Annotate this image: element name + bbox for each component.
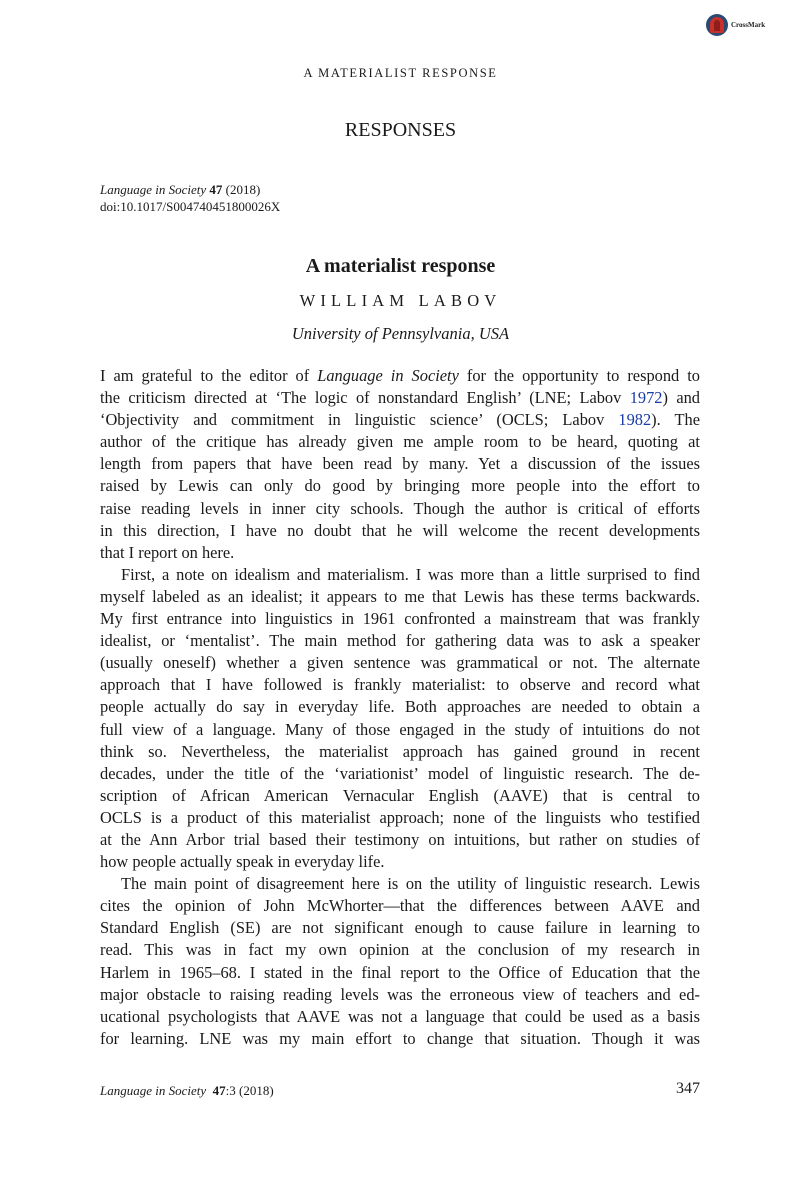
journal-name-inline: Language in Society <box>317 366 459 385</box>
footer-issue-year: :3 (2018) <box>225 1083 274 1098</box>
journal-volume: 47 <box>209 182 223 197</box>
text-line: read. This was in fact my own opinion at the conclusion of my research in <box>100 940 700 960</box>
text-line: how people actually speak in everyday life. <box>100 852 385 872</box>
text-line: the criticism directed at ‘The logic of nonstandard English’ (LNE; Labov 1972) and <box>100 388 700 408</box>
footer-volume: 47 <box>212 1083 226 1098</box>
doi: doi:10.1017/S004740451800026X <box>100 199 281 214</box>
page-number: 347 <box>676 1080 700 1097</box>
text-line: scription of African American Vernacular English (AAVE) that is central to <box>100 785 700 805</box>
text-line: Harlem in 1965–68. I stated in the final report to the Office of Education that the <box>100 962 700 982</box>
text-line: decades, under the title of the ‘variationist’ model of linguistic research. The de- <box>100 763 700 783</box>
crossmark-badge[interactable] <box>706 14 765 36</box>
paragraph-3 <box>100 873 700 1050</box>
author-affiliation: University of Pennsylvania, USA <box>291 324 510 343</box>
text-line: in this direction, I have no doubt that he will welcome the recent developments <box>100 520 700 540</box>
text-line: major obstacle to raising reading levels was the erroneous view of teachers and ed- <box>100 984 700 1004</box>
text-line: The main point of disagreement here is on the utility of linguistic research. Lewis <box>121 874 700 894</box>
author-name: WILLIAM LABOV <box>299 291 502 310</box>
text-line: myself labeled as an idealist; it appears to me that Lewis has these terms backwards. <box>100 586 700 606</box>
text-line: cites the opinion of John McWhorter—that the differences between AAVE and <box>100 896 700 916</box>
text-line: people actually do say in everyday life. Both approaches are needed to obtain a <box>100 697 700 717</box>
paragraph-2 <box>100 564 700 873</box>
article-title: A materialist response <box>305 255 496 277</box>
reference-link-1972[interactable]: 1972 <box>629 388 663 408</box>
text-line: full view of a language. Many of those engaged in the study of intuitions do not <box>100 719 700 739</box>
text-line: think so. Nevertheless, the materialist approach has gained ground in recent <box>100 741 700 761</box>
crossmark-label: CrossMark <box>731 21 766 29</box>
journal-year: (2018) <box>225 182 261 197</box>
text-line: Standard English (SE) are not significant enough to cause failure in learning to <box>100 918 700 938</box>
text-line: OCLS is a product of this materialist approach; none of the linguists who testified <box>100 807 700 827</box>
text-line: (usually oneself) whether a given sentence was grammatical or not. The alternate <box>100 653 700 673</box>
text-line: ucational psychologists that AAVE was not a language that could be used as a basis <box>100 1006 700 1026</box>
text-line: ‘Objectivity and commitment in linguistic science’ (OCLS; Labov 1982). The <box>100 410 700 430</box>
text-line: length from papers that have been read by many. Yet a discussion of the issues <box>100 454 700 474</box>
text-line: for learning. LNE was my main effort to change that situation. Though it was <box>100 1028 700 1048</box>
crossmark-icon <box>706 14 728 36</box>
text-line: raise reading levels in inner city schools. Though the author is critical of efforts <box>100 498 700 518</box>
paragraph-1 <box>100 365 700 564</box>
footer-citation <box>100 1083 274 1099</box>
text-line: First, a note on idealism and materialism. I was more than a little surprised to find <box>121 564 700 584</box>
journal-volume-line <box>100 181 280 198</box>
text-line: at the Ann Arbor trial based their testimony on intuitions, but rather on studies of <box>100 829 700 849</box>
text-line: raised by Lewis can only do good by bringing more people into the effort to <box>100 476 700 496</box>
reference-link-1982[interactable]: 1982 <box>618 410 652 430</box>
article-body <box>100 365 700 1050</box>
text-line: approach that I have followed is frankly materialist: to observe and record what <box>100 675 700 695</box>
text-line: author of the critique has already given me ample room to be heard, quoting at <box>100 432 700 452</box>
text-line: that I report on here. <box>100 542 235 562</box>
text-line: I am grateful to the editor of Language in Society for the opportunity to respond to <box>100 366 700 385</box>
section-title: RESPONSES <box>344 119 457 141</box>
journal-name: Language in Society <box>100 182 207 197</box>
footer-journal-name: Language in Society <box>100 1083 207 1098</box>
text-line: My first entrance into linguistics in 1961 confronted a mainstream that was frankly <box>100 609 700 629</box>
running-head: A MATERIALIST RESPONSE <box>303 66 498 80</box>
text-line: idealist, or ‘mentalist’. The main method for gathering data was to ask a speaker <box>100 631 700 651</box>
journal-citation <box>100 181 280 215</box>
